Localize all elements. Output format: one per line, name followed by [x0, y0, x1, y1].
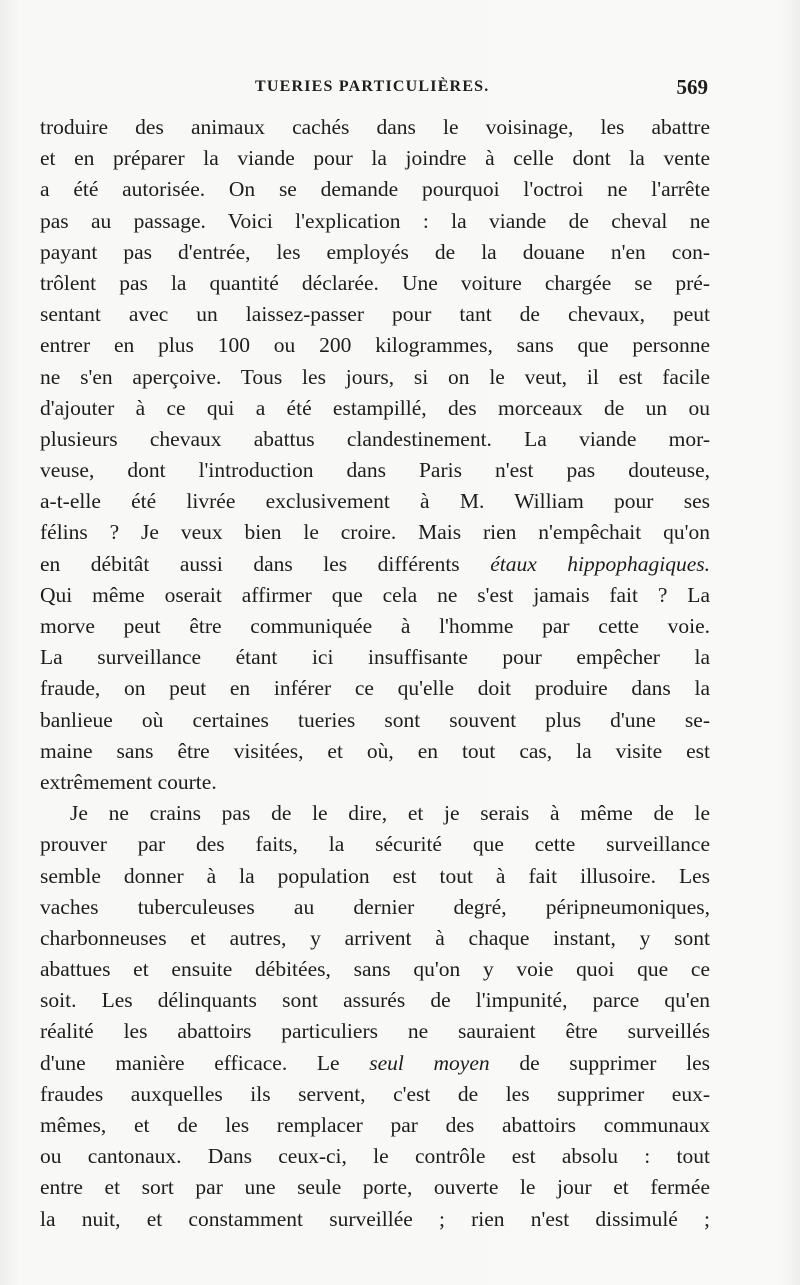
text-line: et en préparer la viande pour la joindre à celle dont la vente	[40, 146, 710, 171]
text-line: a été autorisée. On se demande pourquoi l'octroi ne l'arrête	[40, 177, 710, 202]
text-line: abattues et ensuite débitées, sans qu'on y voie quoi que ce	[40, 957, 710, 982]
text-span: d'une manière efficace. Le	[40, 1050, 370, 1075]
italic-phrase: étaux hippophagiques.	[490, 551, 710, 576]
text-line: félins ? Je veux bien le croire. Mais rien n'empêchait qu'on	[40, 520, 710, 545]
text-line: d'ajouter à ce qui a été estampillé, des morceaux de un ou	[40, 395, 710, 420]
text-line: réalité les abattoirs particuliers ne sauraient être surveillés	[40, 1019, 710, 1044]
text-line: charbonneuses et autres, y arrivent à chaque instant, y sont	[40, 925, 710, 950]
text-line: ou cantonaux. Dans ceux-ci, le contrôle est absolu : tout	[40, 1144, 710, 1169]
text-line: ne s'en aperçoive. Tous les jours, si on le veut, il est facile	[40, 364, 710, 389]
italic-phrase: seul moyen	[369, 1050, 490, 1075]
body-text	[40, 112, 710, 1235]
text-line: trôlent pas la quantité déclarée. Une voiture chargée se pré-	[40, 270, 710, 295]
text-line: maine sans être visitées, et où, en tout cas, la visite est	[40, 738, 710, 763]
text-line: fraude, on peut en inférer ce qu'elle doit produire dans la	[40, 676, 710, 701]
text-line: prouver par des faits, la sécurité que cette surveillance	[40, 832, 710, 857]
text-line: veuse, dont l'introduction dans Paris n'est pas douteuse,	[40, 458, 710, 483]
text-line: la nuit, et constamment surveillée ; rien n'est dissimulé ;	[40, 1206, 710, 1231]
text-line: Qui même oserait affirmer que cela ne s'est jamais fait ? La	[40, 582, 710, 607]
text-line: banlieue où certaines tueries sont souvent plus d'une se-	[40, 707, 710, 732]
text-line: payant pas d'entrée, les employés de la douane n'en con-	[40, 239, 710, 264]
text-line: extrêmement courte.	[40, 769, 217, 794]
text-line: troduire des animaux cachés dans le voisinage, les abattre	[40, 115, 710, 139]
text-line: plusieurs chevaux abattus clandestinement. La viande mor-	[40, 426, 710, 451]
text-line: pas au passage. Voici l'explication : la viande de cheval ne	[40, 208, 710, 233]
text-line: mêmes, et de les remplacer par des abattoirs communaux	[40, 1113, 710, 1137]
text-line: a-t-elle été livrée exclusivement à M. William pour ses	[40, 489, 710, 514]
running-head: TUERIES PARTICULIÈRES.	[255, 78, 490, 95]
text-line: fraudes auxquelles ils servent, c'est de les supprimer eux-	[40, 1081, 710, 1106]
page-number: 569	[676, 75, 708, 99]
page-header	[40, 75, 710, 102]
text-line: sentant avec un laissez-passer pour tant de chevaux, peut	[40, 302, 710, 327]
text-line: entrer en plus 100 ou 200 kilogrammes, sans que personne	[40, 333, 710, 358]
text-line: entre et sort par une seule porte, ouverte le jour et fermée	[40, 1175, 710, 1200]
text-line: semble donner à la population est tout à fait illusoire. Les	[40, 863, 710, 888]
text-line: Je ne crains pas de le dire, et je serais à même de le	[70, 801, 710, 826]
text-span: de supprimer les	[489, 1050, 710, 1075]
text-span: en débitât aussi dans les différents	[40, 551, 491, 576]
text-line	[40, 1048, 710, 1079]
text-line: morve peut être communiquée à l'homme par cette voie.	[40, 614, 710, 638]
text-line	[40, 549, 710, 580]
text-line: soit. Les délinquants sont assurés de l'impunité, parce qu'en	[40, 988, 710, 1013]
text-line: La surveillance étant ici insuffisante pour empêcher la	[40, 645, 710, 670]
text-line: vaches tuberculeuses au dernier degré, péripneumoniques,	[40, 894, 710, 919]
